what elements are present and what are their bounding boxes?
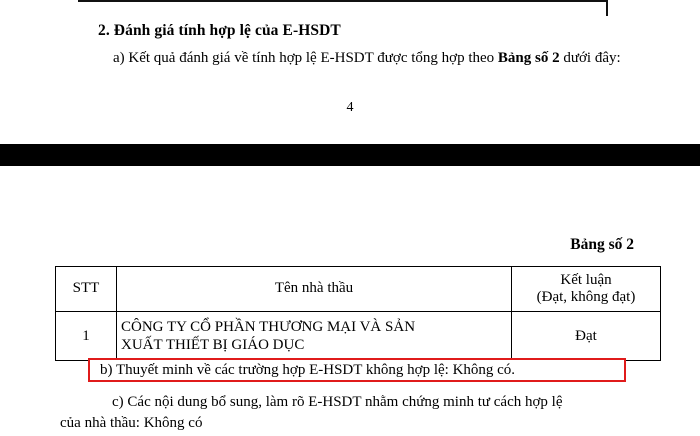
table-header-conclusion (512, 267, 661, 312)
table-cell-bidder-name (117, 312, 512, 361)
table-row (56, 312, 661, 361)
table-header-row (56, 267, 661, 312)
paragraph-a (113, 50, 621, 67)
table-header-conclusion-line2: (Đạt, không đạt) (536, 289, 636, 305)
table-cell-result: Đạt (512, 312, 661, 361)
table-header-conclusion-line1: Kết luận (560, 271, 612, 288)
page-separator-band (0, 144, 700, 166)
bidder-name-line1: CÔNG TY CỔ PHẦN THƯƠNG MẠI VÀ SẢN (121, 319, 416, 335)
table-cell-stt: 1 (56, 312, 117, 361)
horizontal-rule (78, 0, 608, 2)
highlighted-paragraph-b: b) Thuyết minh về các trường hợp E-HSDT không hợp lệ: Không có. (100, 362, 516, 378)
page-number: 4 (346, 100, 354, 115)
evaluation-table (55, 266, 661, 361)
vertical-tick-mark (606, 0, 608, 16)
table-header-bidder-name: Tên nhà thầu (117, 267, 512, 312)
paragraph-c-line2: của nhà thầu: Không có (60, 414, 203, 431)
paragraph-c-line1: c) Các nội dung bổ sung, làm rõ E-HSDT nhằm chứng minh tư cách hợp lệ (112, 394, 563, 410)
table-caption: Bảng số 2 (570, 236, 634, 253)
paragraph-a-post: dưới đây: (559, 50, 621, 66)
paragraph-a-pre: a) Kết quả đánh giá về tính hợp lệ E-HSDT được tổng hợp theo (113, 50, 498, 66)
paragraph-a-bold: Bảng số 2 (497, 50, 560, 66)
top-page-fragment (0, 0, 700, 144)
paragraph-c (60, 392, 640, 433)
section-heading: 2. Đánh giá tính hợp lệ của E-HSDT (98, 22, 341, 39)
highlight-box (88, 358, 626, 382)
bottom-page-fragment (0, 166, 700, 436)
bidder-name-line2: XUẤT THIẾT BỊ GIÁO DỤC (121, 337, 305, 353)
table-header-stt: STT (56, 267, 117, 312)
